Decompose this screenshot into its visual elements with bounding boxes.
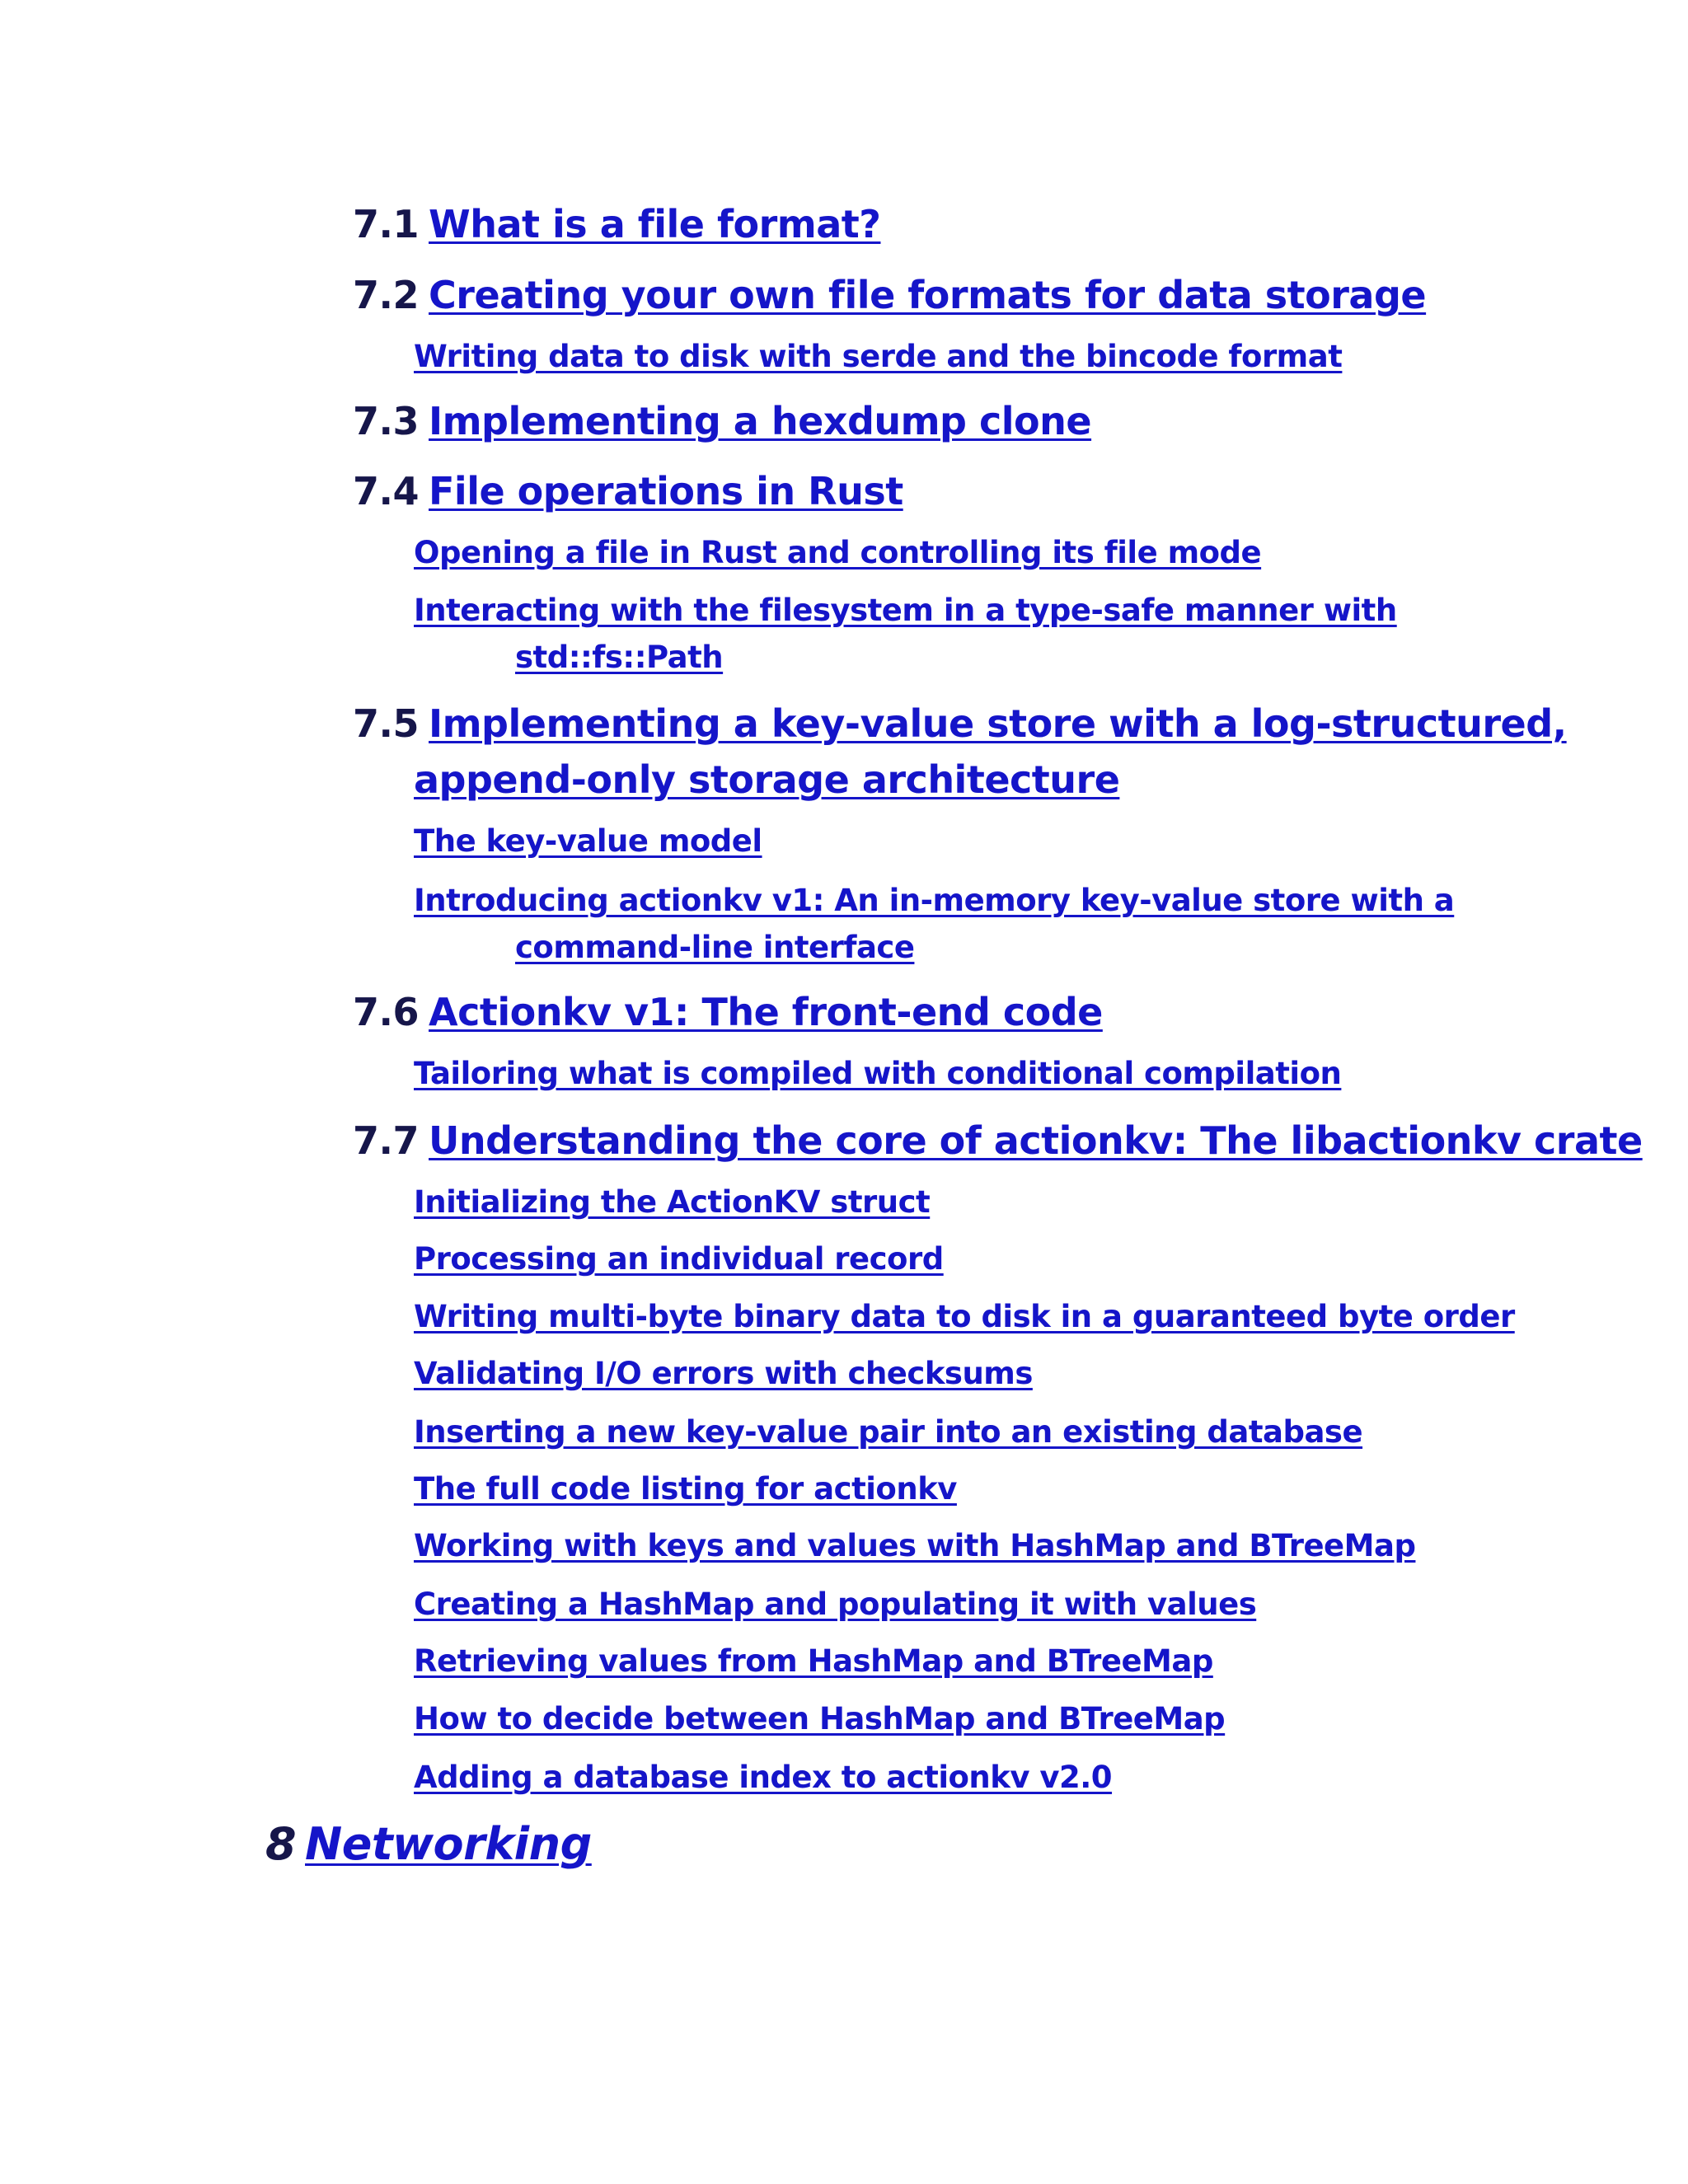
toc-entry-7-2-a bbox=[414, 338, 1342, 376]
toc-entry-7-4-a bbox=[414, 534, 1261, 572]
toc-link-key-value-model[interactable]: The key-value model bbox=[414, 823, 762, 859]
toc-link-database-index[interactable]: Adding a database index to actionkv v2.0 bbox=[414, 1760, 1113, 1795]
toc-link-what-is-a-file-format[interactable]: What is a file format? bbox=[429, 202, 881, 246]
toc-entry-7-3 bbox=[353, 398, 1091, 444]
toc-link-networking[interactable]: Networking bbox=[305, 1818, 592, 1870]
toc-link-hashmap-btreemap[interactable]: Working with keys and values with HashMap and BTreeMap bbox=[414, 1528, 1416, 1563]
toc-link-serde-bincode[interactable]: Writing data to disk with serde and the bincode format bbox=[414, 339, 1343, 374]
toc-entry-7-7-item bbox=[414, 1586, 1256, 1624]
toc-entry-7-4-b-cont bbox=[515, 639, 723, 677]
toc-entry-7-7-item bbox=[414, 1759, 1112, 1797]
toc-entry-7-5-a bbox=[414, 823, 762, 860]
toc-entry-7-7-item bbox=[414, 1643, 1213, 1680]
toc-entry-7-6-a bbox=[414, 1055, 1341, 1093]
section-number: 7.6 bbox=[353, 990, 419, 1034]
toc-link-decide-hashmap-btreemap[interactable]: How to decide between HashMap and BTreeMap bbox=[414, 1701, 1226, 1736]
toc-link-hexdump-clone[interactable]: Implementing a hexdump clone bbox=[429, 399, 1092, 443]
toc-link-libactionkv-crate[interactable]: Understanding the core of actionkv: The libactionkv crate bbox=[429, 1118, 1643, 1163]
toc-entry-7-7-item bbox=[414, 1700, 1225, 1738]
toc-link-introducing-actionkv-line1[interactable]: Introducing actionkv v1: An in-memory key-value store with a bbox=[414, 883, 1455, 918]
toc-link-conditional-compilation[interactable]: Tailoring what is compiled with conditional compilation bbox=[414, 1056, 1342, 1091]
toc-entry-7-7-item bbox=[414, 1527, 1415, 1565]
toc-link-key-value-store-line1[interactable]: Implementing a key-value store with a log-structured, bbox=[429, 701, 1567, 746]
toc-entry-7-7 bbox=[353, 1118, 1643, 1164]
toc-link-filesystem-path-line1[interactable]: Interacting with the filesystem in a type-safe manner with bbox=[414, 593, 1397, 628]
toc-entry-7-7-item bbox=[414, 1183, 930, 1221]
toc-link-inserting-pair[interactable]: Inserting a new key-value pair into an existing database bbox=[414, 1414, 1363, 1450]
toc-link-file-operations[interactable]: File operations in Rust bbox=[429, 469, 903, 513]
section-number: 7.2 bbox=[353, 273, 419, 317]
toc-entry-7-5-b bbox=[414, 882, 1454, 920]
toc-link-opening-a-file[interactable]: Opening a file in Rust and controlling its file mode bbox=[414, 535, 1262, 570]
section-number: 7.7 bbox=[353, 1118, 419, 1163]
toc-link-creating-hashmap[interactable]: Creating a HashMap and populating it with values bbox=[414, 1586, 1257, 1622]
chapter-number: 8 bbox=[265, 1818, 297, 1870]
toc-link-processing-record[interactable]: Processing an individual record bbox=[414, 1241, 944, 1277]
toc-entry-7-5-b-cont bbox=[515, 929, 914, 967]
toc-entry-7-4-b bbox=[414, 592, 1397, 630]
toc-link-introducing-actionkv-line2[interactable]: command-line interface bbox=[515, 930, 915, 965]
toc-entry-7-7-item bbox=[414, 1413, 1362, 1451]
toc-entry-7-5 bbox=[353, 701, 1567, 747]
toc-entry-7-1 bbox=[353, 201, 880, 247]
section-number: 7.5 bbox=[353, 701, 419, 746]
toc-link-creating-file-formats[interactable]: Creating your own file formats for data storage bbox=[429, 273, 1427, 317]
toc-entry-chapter-8 bbox=[265, 1818, 592, 1871]
toc-entry-7-6 bbox=[353, 989, 1103, 1035]
toc-entry-7-2 bbox=[353, 272, 1426, 318]
toc-link-key-value-store-line2[interactable]: append-only storage architecture bbox=[414, 757, 1120, 802]
toc-entry-7-4 bbox=[353, 468, 903, 514]
toc-entry-7-7-item bbox=[414, 1298, 1515, 1336]
toc-entry-7-7-item bbox=[414, 1355, 1033, 1393]
section-number: 7.4 bbox=[353, 469, 419, 513]
toc-link-checksums[interactable]: Validating I/O errors with checksums bbox=[414, 1356, 1033, 1391]
toc-entry-7-7-item bbox=[414, 1470, 957, 1508]
toc-entry-7-7-item bbox=[414, 1240, 944, 1278]
toc-link-retrieving-values[interactable]: Retrieving values from HashMap and BTreeMap bbox=[414, 1643, 1213, 1679]
toc-link-full-code-listing[interactable]: The full code listing for actionkv bbox=[414, 1471, 957, 1507]
section-number: 7.3 bbox=[353, 399, 419, 443]
toc-link-front-end-code[interactable]: Actionkv v1: The front-end code bbox=[429, 990, 1103, 1034]
toc-link-byte-order[interactable]: Writing multi-byte binary data to disk in a guaranteed byte order bbox=[414, 1299, 1515, 1334]
section-number: 7.1 bbox=[353, 202, 419, 246]
toc-link-init-actionkv[interactable]: Initializing the ActionKV struct bbox=[414, 1184, 931, 1220]
toc-link-filesystem-path-line2[interactable]: std::fs::Path bbox=[515, 640, 724, 675]
toc-entry-7-5-cont bbox=[414, 757, 1119, 803]
